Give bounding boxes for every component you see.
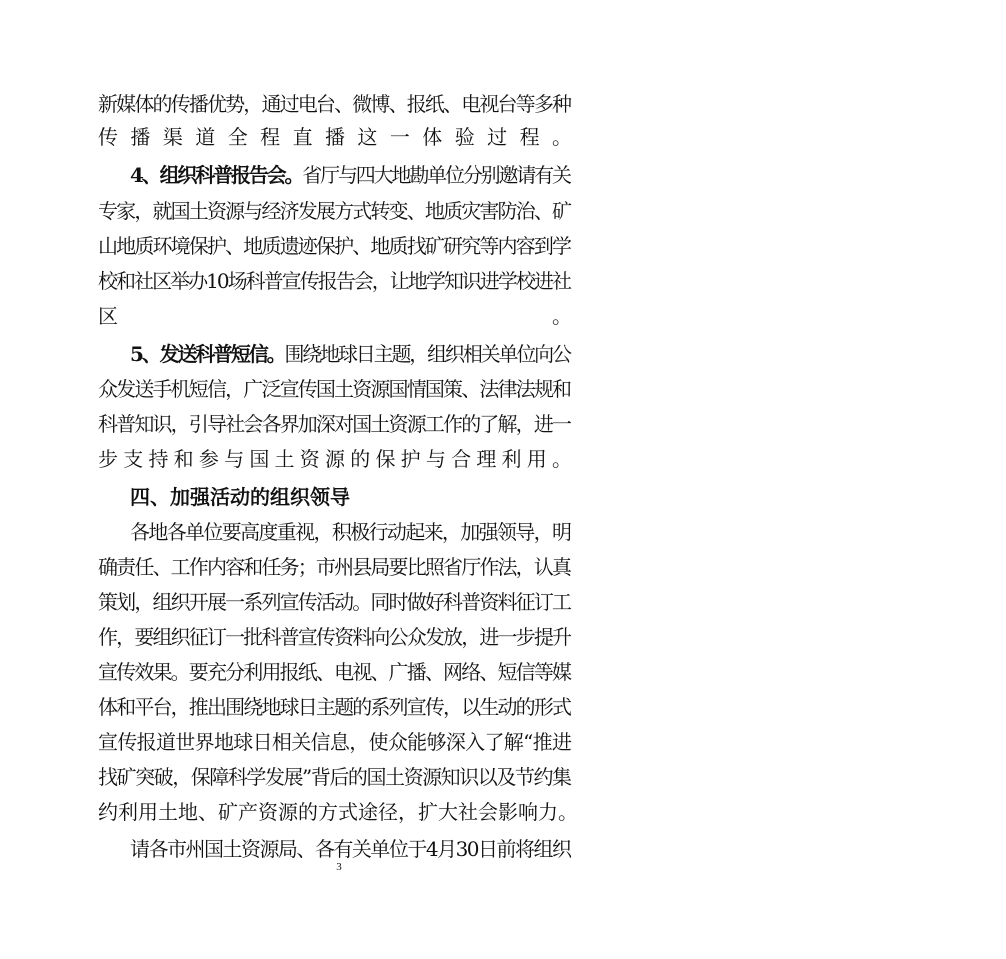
- text-line: [0, 227, 678, 265]
- text-line: [0, 513, 678, 551]
- text-line: [0, 583, 678, 621]
- body-text: 策划，组织开展一系列宣传活动。同时做好科普资料征订工: [98, 590, 571, 614]
- text-line: [0, 653, 678, 691]
- body-text: 约利用土地、矿产资源的方式途径，扩大社会影响力。: [98, 800, 578, 824]
- text-line: [0, 192, 678, 230]
- text-line: [0, 335, 678, 373]
- body-text: 请各市州国土资源局、各有关单位于4月30日前将组织: [130, 837, 571, 861]
- text-line: [0, 688, 678, 726]
- body-text: 山地质环境保护、地质遗迹保护、地质找矿研究等内容到学: [98, 234, 571, 258]
- body-text: 宣传报道世界地球日相关信息，使众能够深入了解“推进: [98, 730, 572, 754]
- item-heading: 4、组织科普报告会。: [130, 163, 303, 187]
- item-heading: 5、发送科普短信。: [130, 342, 285, 366]
- body-text: 传播渠道全程直播这一体验过程。: [98, 125, 585, 149]
- body-text: 围绕地球日主题，组织相关单位向公: [284, 342, 570, 366]
- body-text: 作，要组织征订一批科普宣传资料向公众发放，进一步提升: [98, 625, 571, 649]
- text-line: [0, 478, 678, 516]
- body-text: 省厅与四大地勘单位分别邀请有关: [302, 163, 570, 187]
- body-text: 确责任、工作内容和任务；市州县局要比照省厅作法，认真: [98, 555, 571, 579]
- section-heading: 四、加强活动的组织领导: [130, 485, 350, 509]
- text-line: [0, 758, 678, 796]
- body-text: 校和社区举办10场科普宣传报告会，让地学知识进学校进社: [98, 269, 571, 293]
- body-text: 新媒体的传播优势，通过电台、微博、报纸、电视台等多种: [98, 92, 571, 116]
- body-text: 科普知识，引导社会各界加深对国土资源工作的了解，进一: [98, 412, 571, 436]
- body-text: 区。: [98, 304, 1006, 328]
- text-line: [0, 440, 678, 478]
- text-line: [0, 370, 678, 408]
- text-line: [0, 723, 678, 761]
- body-text: 找矿突破，保障科学发展”背后的国土资源知识以及节约集: [98, 765, 571, 789]
- body-text: 宣传效果。要充分利用报纸、电视、广播、网络、短信等媒: [98, 660, 571, 684]
- text-line: [0, 793, 678, 831]
- text-line: [0, 548, 678, 586]
- text-line: [0, 618, 678, 656]
- text-line: [0, 297, 1006, 335]
- body-text: 众发送手机短信，广泛宣传国土资源国情国策、法律法规和: [98, 377, 571, 401]
- body-text: 体和平台，推出围绕地球日主题的系列宣传，以生动的形式: [98, 695, 571, 719]
- body-text: 步支持和参与国土资源的保护与合理利用。: [98, 447, 578, 471]
- text-line: [0, 156, 678, 194]
- page-number: 3: [336, 861, 342, 873]
- body-text: 专家，就国土资源与经济发展方式转变、地质灾害防治、矿: [98, 199, 571, 223]
- text-line: [0, 262, 678, 300]
- text-line: [0, 405, 678, 443]
- body-text: 各地各单位要高度重视，积极行动起来，加强领导，明: [130, 520, 571, 544]
- text-line: [0, 118, 678, 156]
